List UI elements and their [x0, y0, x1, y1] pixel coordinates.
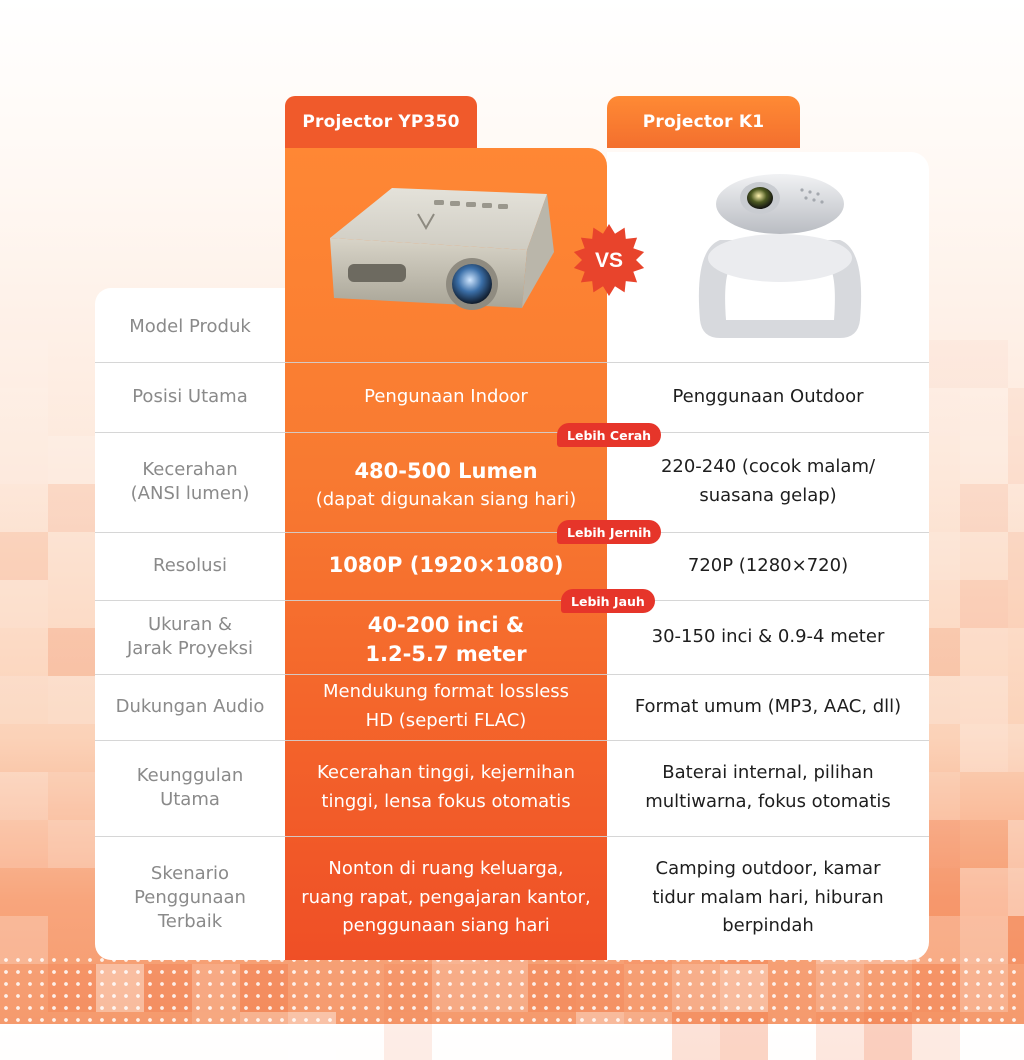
- row-label: Keunggulan Utama: [136, 764, 244, 810]
- row-label: Kecerahan (ANSI lumen): [130, 458, 250, 504]
- mosaic-tile: [0, 388, 48, 436]
- mosaic-tile: [0, 340, 48, 388]
- tab-projector-k1: Projector K1: [607, 96, 800, 148]
- k1-value: 720P (1280×720): [687, 554, 849, 576]
- mosaic-tile: [960, 388, 1008, 436]
- yp350-value: Pengunaan Indoor: [364, 385, 528, 407]
- row-label: Posisi Utama: [132, 385, 248, 407]
- k1-value: Penggunaan Outdoor: [672, 385, 864, 407]
- mosaic-tile: [48, 436, 96, 484]
- badge-lebih-cerah: Lebih Cerah: [557, 423, 661, 447]
- mosaic-tile: [960, 820, 1008, 868]
- row-kecerahan: [95, 432, 929, 532]
- row-label: Ukuran & Jarak Proyeksi: [127, 613, 253, 659]
- mosaic-tile: [960, 868, 1008, 916]
- mosaic-tile: [48, 628, 96, 676]
- mosaic-tile: [48, 676, 96, 724]
- svg-text:VS: VS: [594, 249, 624, 272]
- mosaic-tile: [48, 820, 96, 868]
- yp350-value: Nonton di ruang keluarga, ruang rapat, pengajaran kantor, penggunaan siang hari: [301, 857, 591, 937]
- k1-value: 220-240 (cocok malam/ suasana gelap): [660, 456, 876, 506]
- badge-lebih-jernih: Lebih Jernih: [557, 520, 661, 544]
- tab-projector-yp350: Projector YP350: [285, 96, 477, 148]
- yp350-value: 480-500 Lumen (dapat digunakan siang hari): [315, 458, 577, 511]
- mosaic-tile: [1008, 820, 1024, 868]
- yp350-value: 1080P (1920×1080): [328, 553, 564, 578]
- mosaic-tile: [1008, 580, 1024, 628]
- row-label: Model Produk: [129, 315, 251, 337]
- mosaic-tile: [0, 532, 48, 580]
- mosaic-tile: [960, 436, 1008, 484]
- k1-value: Baterai internal, pilihan multiwarna, fokus otomatis: [645, 762, 891, 812]
- mosaic-tile: [960, 580, 1008, 628]
- mosaic-tile: [960, 724, 1008, 772]
- mosaic-tile: [48, 772, 96, 820]
- yp350-value: 40-200 inci & 1.2-5.7 meter: [365, 612, 527, 666]
- row-resolusi: [95, 532, 929, 600]
- row-label: Skenario Penggunaan Terbaik: [134, 862, 246, 933]
- mosaic-tile: [48, 484, 96, 532]
- row-skenario-penggunaan: [95, 836, 929, 960]
- mosaic-tile: [0, 772, 48, 820]
- row-ukuran-jarak: [95, 600, 929, 674]
- mosaic-tile: [0, 676, 48, 724]
- yp350-value: Kecerahan tinggi, kejernihan tinggi, lensa fokus otomatis: [317, 762, 575, 812]
- k1-value: Format umum (MP3, AAC, dll): [634, 695, 902, 717]
- mosaic-tile: [0, 436, 48, 484]
- mosaic-tile: [1008, 388, 1024, 436]
- mosaic-tile: [960, 676, 1008, 724]
- mosaic-tile: [1008, 868, 1024, 916]
- row-model-produk: [95, 292, 929, 362]
- k1-value: 30-150 inci & 0.9-4 meter: [651, 625, 885, 647]
- k1-value: Camping outdoor, kamar tidur malam hari, hiburan berpindah: [652, 857, 884, 937]
- badge-lebih-jauh: Lebih Jauh: [561, 589, 655, 613]
- row-label: Resolusi: [153, 554, 227, 576]
- row-dukungan-audio: [95, 674, 929, 740]
- mosaic-tile: [1008, 532, 1024, 580]
- mosaic-tile: [960, 340, 1008, 388]
- row-posisi-utama: [95, 362, 929, 432]
- mosaic-tile: [1008, 436, 1024, 484]
- yp350-value: Mendukung format lossless HD (seperti FLAC): [322, 681, 570, 731]
- mosaic-tile: [960, 484, 1008, 532]
- row-label: Dukungan Audio: [115, 695, 265, 717]
- background-dots: [0, 954, 1024, 1024]
- mosaic-tile: [0, 820, 48, 868]
- mosaic-tile: [1008, 724, 1024, 772]
- mosaic-tile: [960, 628, 1008, 676]
- mosaic-tile: [0, 580, 48, 628]
- vs-badge-icon: [571, 222, 647, 298]
- row-keunggulan-utama: [95, 740, 929, 836]
